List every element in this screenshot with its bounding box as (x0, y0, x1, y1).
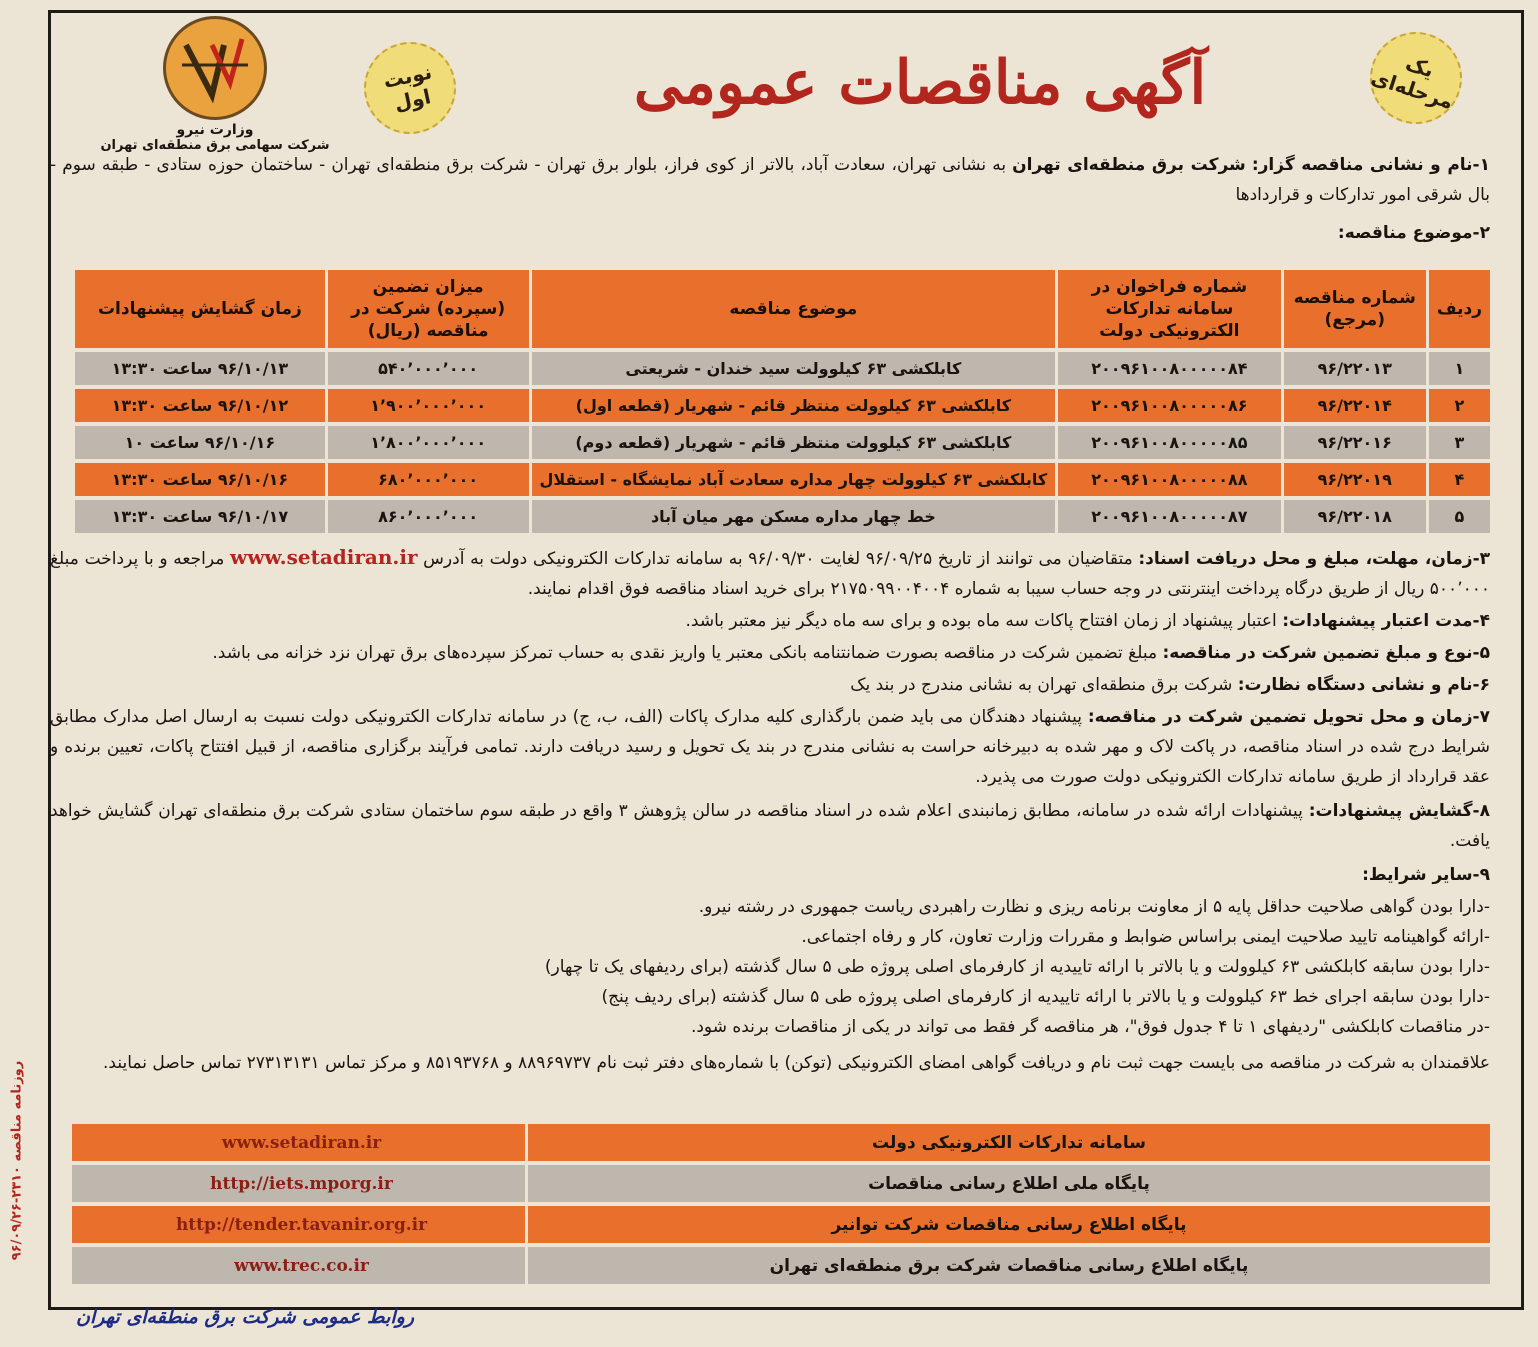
opening-time: ۹۶/۱۰/۱۶ ساعت ۱۰ (72, 426, 325, 459)
row-index: ۵ (1426, 500, 1490, 533)
section-5 (50, 638, 1490, 668)
tender-subject: کابلکشی ۶۳ کیلوولت منتظر قائم - شهریار (قطعه دوم) (529, 426, 1056, 459)
company-logo-block (100, 16, 330, 153)
table-row (72, 352, 1490, 385)
section-8-text: پیشنهادات ارائه شده در سامانه، مطابق زمانبندی اعلام شده در اسناد مناقصه در سالن پژوهش ۳ واقع در طبقه سوم ساختمان ستادی شرکت برق منطقه‌ای تهران گشایش خواهد یافت. (50, 801, 1490, 851)
site-name: سامانه تدارکات الکترونیکی دولت (528, 1124, 1490, 1161)
list-item: -ارائه گواهینامه تایید صلاحیت ایمنی براساس ضوابط و مقررات وزارت تعاون، کار و رفاه اجتماعی. (801, 927, 1490, 947)
col-row: ردیف (1426, 270, 1490, 348)
tender-subject: کابلکشی ۶۳ کیلوولت سید خندان - شریعتی (529, 352, 1056, 385)
section-1-org: شرکت برق منطقه‌ای تهران (1012, 155, 1246, 175)
row-index: ۱ (1426, 352, 1490, 385)
public-relations-footer: روابط عمومی شرکت برق منطقه‌ای تهران (76, 1306, 415, 1328)
section-4-text: اعتبار پیشنهاد از زمان افتتاح پاکات سه ماه بوده و برای سه ماه دیگر نیز معتبر باشد. (685, 611, 1277, 631)
side-strip-text: روزنامه مناقصه ۲۳۱۰-۹۶/۰۹/۲۶ (9, 1060, 25, 1260)
col-call-number: شماره فراخوان در سامانه تدارکات الکترونیکی دولت (1055, 270, 1280, 348)
opening-time: ۹۶/۱۰/۱۳ ساعت ۱۳:۳۰ (72, 352, 325, 385)
opening-time: ۹۶/۱۰/۱۷ ساعت ۱۳:۳۰ (72, 500, 325, 533)
list-item: -دارا بودن سابقه کابلکشی ۶۳ کیلوولت و یا بالاتر با ارائه تاییدیه از کارفرمای اصلی پروژه طی ۵ سال گذشته (برای ردیفهای یک تا چهار) (544, 957, 1490, 977)
site-name: پایگاه اطلاع رسانی مناقصات شرکت برق منطقه‌ای تهران (528, 1247, 1490, 1284)
table-row (72, 463, 1490, 496)
section-4-label: ۴-مدت اعتبار پیشنهادات: (1282, 611, 1490, 631)
table-row (72, 1247, 1490, 1284)
section-1-label: ۱-نام و نشانی مناقصه گزار: (1251, 155, 1491, 175)
opening-time: ۹۶/۱۰/۱۲ ساعت ۱۳:۳۰ (72, 389, 325, 422)
section-3 (50, 542, 1490, 604)
section-5-text: مبلغ تضمین شرکت در مناقصه بصورت ضمانتنامه بانکی معتبر یا واریز نقدی به حساب تمرکز سپرده‌های برق تهران نزد خزانه می باشد. (212, 643, 1158, 663)
section-3-label: ۳-زمان، مهلت، مبلغ و محل دریافت اسناد: (1138, 549, 1491, 569)
tender-number: ۹۶/۲۲۰۱۸ (1281, 500, 1426, 533)
col-tender-number: شماره مناقصه (مرجع) (1281, 270, 1426, 348)
section-1-text: به نشانی تهران، سعادت آباد، بالاتر از کوی فراز، بلوار برق تهران - شرکت برق منطقه‌ای تهران - ساختمان حوزه ستادی - طبقه سوم - بال شرقی امور تدارکات و قراردادها (50, 155, 1490, 205)
list-item: -در مناقصات کابلکشی "ردیفهای ۱ تا ۴ جدول فوق"، هر مناقصه گر فقط می تواند در یکی از مناقصات برنده شود. (690, 1017, 1490, 1037)
table-row (72, 389, 1490, 422)
table-row (72, 1124, 1490, 1161)
site-link[interactable]: http://iets.mporg.ir (72, 1165, 528, 1202)
table-row (72, 426, 1490, 459)
tender-subject: کابلکشی ۶۳ کیلوولت چهار مداره سعادت آباد نمایشگاه - استقلال (529, 463, 1056, 496)
setadiran-link[interactable]: www.setadiran.ir (230, 545, 418, 569)
section-3-text: متقاضیان می توانند از تاریخ ۹۶/۰۹/۲۵ لغایت ۹۶/۰۹/۳۰ به سامانه تدارکات الکترونیکی دولت به آدرس (423, 549, 1133, 569)
section-3-text-2: مراجعه و با پرداخت مبلغ ۵۰۰٬۰۰۰ ریال از طریق درگاه پرداخت اینترنتی در وجه حساب سیبا به شماره ۲۱۷۵۰۹۹۰۰۴۰۰۴ برای خرید اسناد مناقصه فوق اقدام نمایند. (50, 549, 1490, 599)
list-item: -دارا بودن سابقه اجرای خط ۶۳ کیلوولت و یا بالاتر با ارائه تاییدیه از کارفرمای اصلی پروژه طی ۵ سال گذشته (برای ردیف پنج) (601, 987, 1490, 1007)
tender-subject: کابلکشی ۶۳ کیلوولت منتظر قائم - شهریار (قطعه اول) (529, 389, 1056, 422)
col-guarantee: میزان تضمین (سپرده) شرکت در مناقصه (ریال) (325, 270, 529, 348)
col-opening-time: زمان گشایش پیشنهادات (72, 270, 325, 348)
guarantee-amount: ۸۶۰٬۰۰۰٬۰۰۰ (325, 500, 529, 533)
call-number: ۲۰۰۹۶۱۰۰۸۰۰۰۰۰۸۵ (1055, 426, 1280, 459)
tender-number: ۹۶/۲۲۰۱۴ (1281, 389, 1426, 422)
list-item: -دارا بودن گواهی صلاحیت حداقل پایه ۵ از معاونت برنامه ریزی و نظارت راهبردی ریاست جمهوری در رشته نیرو. (698, 897, 1490, 917)
table-row (72, 500, 1490, 533)
info-sites-table (72, 1120, 1490, 1288)
section-9-label: ۹-سایر شرایط: (1362, 865, 1490, 885)
table-row (72, 1165, 1490, 1202)
opening-time: ۹۶/۱۰/۱۶ ساعت ۱۳:۳۰ (72, 463, 325, 496)
site-name: پایگاه اطلاع رسانی مناقصات شرکت توانیر (528, 1206, 1490, 1243)
section-6 (50, 670, 1490, 700)
tender-number: ۹۶/۲۲۰۱۶ (1281, 426, 1426, 459)
tender-number: ۹۶/۲۲۰۱۹ (1281, 463, 1426, 496)
section-1 (50, 150, 1490, 210)
guarantee-amount: ۱٬۹۰۰٬۰۰۰٬۰۰۰ (325, 389, 529, 422)
first-round-stamp: نوبت اول (355, 33, 464, 142)
section-7 (50, 702, 1490, 792)
section-9 (50, 860, 1490, 890)
section-9-list (50, 892, 1490, 1042)
section-2 (50, 218, 1490, 248)
section-6-label: ۶-نام و نشانی دستگاه نظارت: (1237, 675, 1490, 695)
section-7-text: پیشنهاد دهندگان می باید ضمن بارگذاری کلیه مدارک پاکات (الف، ب، ج) در سامانه تدارکات الکترونیکی دولت نسبت به ارسال اصل مدارک مطابق شرایط درج شده در اسناد مناقصه، در پاکت لاک و مهر شده به دبیرخانه حراست به نشانی مندرج در بند یک تحویل و رسید دریافت دارند. تمامی فرآیند برگزاری مناقصه، از قبیل افتتاح پاکات، تعیین برنده و عقد قرارداد از طریق سامانه تدارکات الکترونیکی دولت صورت می پذیرد. (50, 707, 1490, 787)
section-4 (50, 606, 1490, 636)
row-index: ۴ (1426, 463, 1490, 496)
tenders-header-row (72, 270, 1490, 348)
call-number: ۲۰۰۹۶۱۰۰۸۰۰۰۰۰۸۶ (1055, 389, 1280, 422)
section-7-label: ۷-زمان و محل تحویل تضمین شرکت در مناقصه: (1087, 707, 1490, 727)
col-subject: موضوع مناقصه (529, 270, 1056, 348)
one-stage-stamp: یک مرحله‌ای (1358, 20, 1474, 136)
closing-text: علاقمندان به شرکت در مناقصه می بایست جهت ثبت نام و دریافت گواهی امضای الکترونیکی (توکن) با شماره‌های دفتر ثبت نام ۸۸۹۶۹۷۳۷ و ۸۵۱۹۳۷۶۸ و مرکز تماس ۲۷۳۱۳۱۳۱ تماس حاصل نمایند. (103, 1053, 1490, 1073)
company-name: شرکت سهامی برق منطقه‌ای تهران (100, 138, 330, 153)
tenders-table (72, 266, 1490, 537)
guarantee-amount: ۶۸۰٬۰۰۰٬۰۰۰ (325, 463, 529, 496)
row-index: ۳ (1426, 426, 1490, 459)
section-5-label: ۵-نوع و مبلغ تضمین شرکت در مناقصه: (1162, 643, 1490, 663)
notice-title: آگهی مناقصات عمومی (633, 48, 1207, 118)
site-link[interactable]: www.setadiran.ir (72, 1124, 528, 1161)
ministry-name: وزارت نیرو (176, 122, 254, 138)
call-number: ۲۰۰۹۶۱۰۰۸۰۰۰۰۰۸۷ (1055, 500, 1280, 533)
guarantee-amount: ۱٬۸۰۰٬۰۰۰٬۰۰۰ (325, 426, 529, 459)
tender-subject: خط چهار مداره مسکن مهر میان آباد (529, 500, 1056, 533)
table-row (72, 1206, 1490, 1243)
guarantee-amount: ۵۴۰٬۰۰۰٬۰۰۰ (325, 352, 529, 385)
call-number: ۲۰۰۹۶۱۰۰۸۰۰۰۰۰۸۸ (1055, 463, 1280, 496)
site-link[interactable]: www.trec.co.ir (72, 1247, 528, 1284)
closing-note (50, 1048, 1490, 1078)
tender-number: ۹۶/۲۲۰۱۳ (1281, 352, 1426, 385)
newspaper-side-strip (4, 1020, 30, 1300)
section-2-label: ۲-موضوع مناقصه: (1337, 223, 1490, 243)
section-8 (50, 796, 1490, 856)
power-company-logo-icon (163, 16, 267, 120)
site-link[interactable]: http://tender.tavanir.org.ir (72, 1206, 528, 1243)
site-name: پایگاه ملی اطلاع رسانی مناقصات (528, 1165, 1490, 1202)
call-number: ۲۰۰۹۶۱۰۰۸۰۰۰۰۰۸۴ (1055, 352, 1280, 385)
section-8-label: ۸-گشایش پیشنهادات: (1308, 801, 1491, 821)
row-index: ۲ (1426, 389, 1490, 422)
section-6-text: شرکت برق منطقه‌ای تهران به نشانی مندرج در بند یک (850, 675, 1233, 695)
